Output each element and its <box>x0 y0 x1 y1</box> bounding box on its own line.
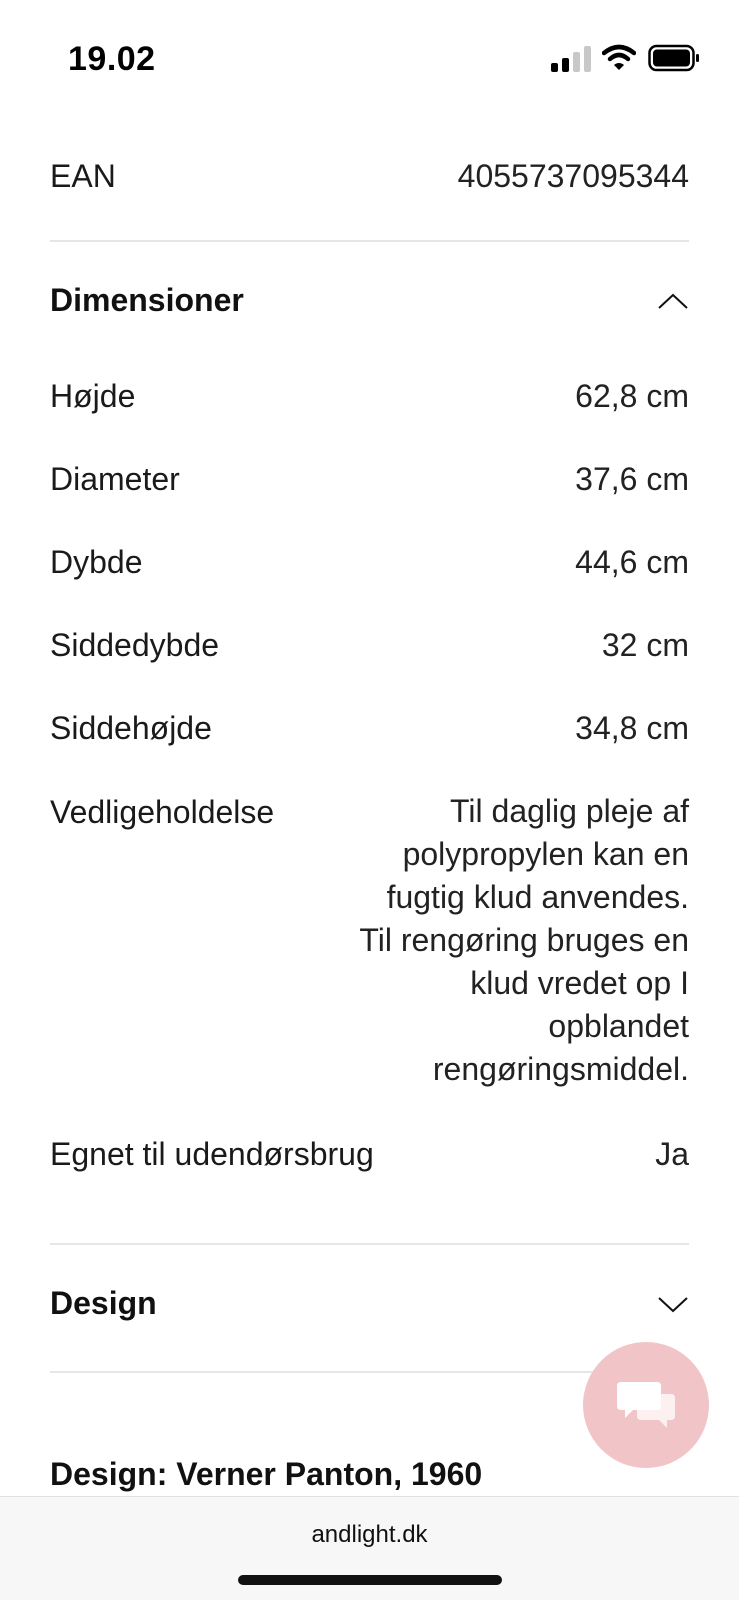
url-label[interactable]: andlight.dk <box>311 1521 428 1548</box>
spec-value: 62,8 cm <box>575 378 689 414</box>
divider <box>50 1243 689 1245</box>
designer-text: Design: Verner Panton, 1960 <box>50 1456 483 1492</box>
spec-row-seat-height <box>50 710 689 747</box>
section-title: Dimensioner <box>50 282 244 318</box>
spec-label: Siddehøjde <box>50 710 212 746</box>
status-bar <box>0 0 739 108</box>
chevron-up-icon <box>657 292 689 310</box>
wifi-icon <box>602 44 636 72</box>
spec-value: Til daglig pleje af polypropylen kan en fugtig klud anvendes. Til rengøring bruges en klud vredet op I opblandet rengøringsmiddel. <box>359 793 689 1087</box>
home-indicator[interactable] <box>238 1575 502 1585</box>
spec-row-seat-depth <box>50 627 689 664</box>
dimensions-accordion-header[interactable] <box>50 282 689 319</box>
cellular-signal-icon <box>551 46 593 72</box>
spec-label: EAN <box>50 158 116 194</box>
chat-button[interactable] <box>583 1342 709 1468</box>
browser-bottom-bar <box>0 1496 739 1600</box>
status-time: 19.02 <box>68 40 156 78</box>
spec-label: Siddedybde <box>50 627 220 663</box>
spec-value: Ja <box>655 1136 689 1172</box>
spec-label: Vedligeholdelse <box>50 794 275 830</box>
design-accordion-header[interactable] <box>50 1285 689 1322</box>
spec-row-diameter <box>50 461 689 498</box>
section-title: Design <box>50 1285 157 1321</box>
spec-value: 37,6 cm <box>575 461 689 497</box>
spec-row-care <box>50 790 689 1091</box>
spec-row-height <box>50 378 689 415</box>
spec-value: 4055737095344 <box>457 158 689 194</box>
spec-label: Højde <box>50 378 136 414</box>
spec-row-ean <box>50 158 689 195</box>
spec-row-depth <box>50 544 689 581</box>
divider <box>50 240 689 242</box>
battery-icon <box>648 44 700 72</box>
chevron-down-icon <box>657 1295 689 1313</box>
spec-label: Dybde <box>50 544 143 580</box>
chat-icon <box>615 1380 677 1430</box>
spec-value: 44,6 cm <box>575 544 689 580</box>
spec-row-outdoor <box>50 1136 689 1173</box>
spec-label: Diameter <box>50 461 180 497</box>
spec-value: 32 cm <box>601 627 689 663</box>
spec-value: 34,8 cm <box>575 710 689 746</box>
spec-label: Egnet til udendørsbrug <box>50 1136 374 1172</box>
